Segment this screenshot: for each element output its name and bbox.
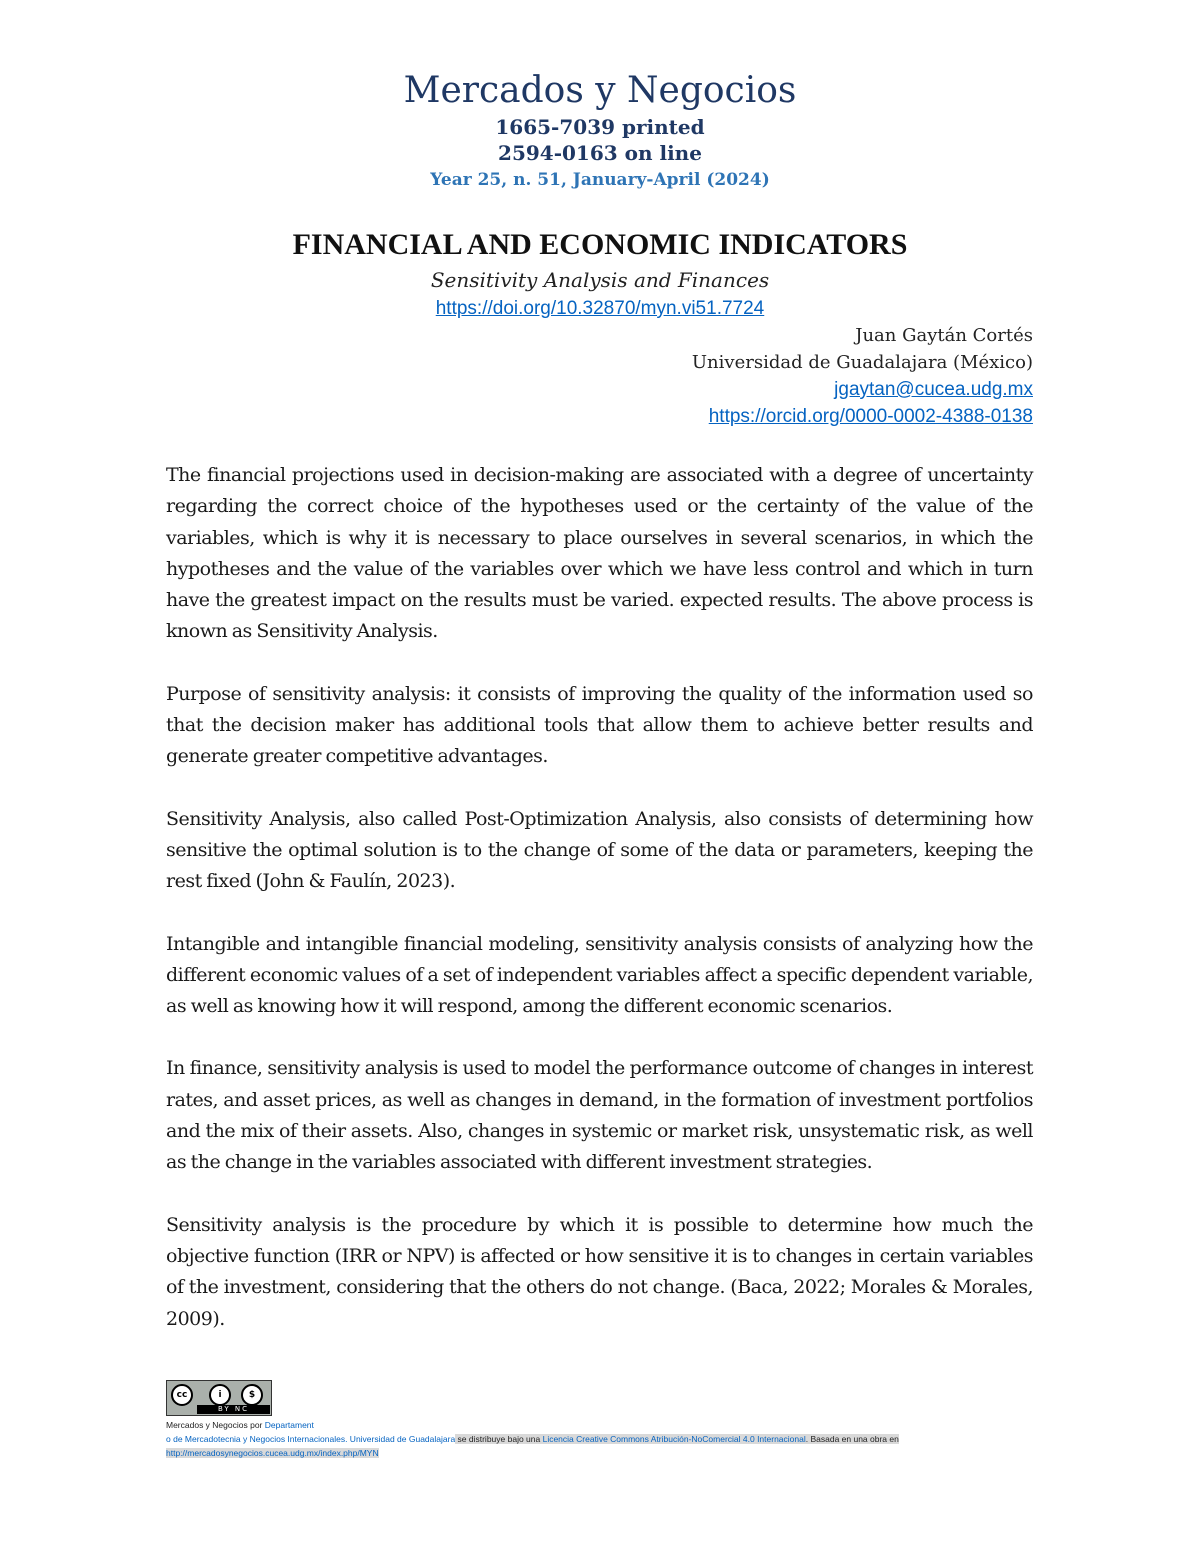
- license-notice: [166, 1418, 1026, 1460]
- cc-license-badge[interactable]: [166, 1380, 272, 1416]
- author-affiliation: Universidad de Guadalajara (México): [691, 352, 1033, 373]
- article-subtitle: Sensitivity Analysis and Finances: [430, 268, 770, 292]
- cc-icon: cc: [171, 1384, 193, 1406]
- badge-nc-label: NC: [234, 1405, 250, 1413]
- author-email-link[interactable]: jgaytan@cucea.udg.mx: [834, 379, 1033, 400]
- paragraph: The financial projections used in decision-making are associated with a degree of uncertainty regarding the correct choice of the hypotheses used or the certainty of the value of the variables, which is why it is necessary to place ourselves in several scenarios, in which the hypotheses and the value of the variables over which we have less control and which in turn have the greatest impact on the results must be varied. expected results. The above process is known as Sensitivity Analysis.: [166, 464, 1033, 643]
- paragraph: Sensitivity Analysis, also called Post-Optimization Analysis, also consists of determining how sensitive the optimal solution is to the change of some of the data or parameters, keeping the rest fixed (John & Faulín, 2023).: [166, 807, 1033, 893]
- license-source-link[interactable]: http://mercadosynegocios.cucea.udg.mx/index.php/MYN: [166, 1448, 379, 1458]
- issn-print: 1665-7039 printed: [495, 115, 705, 139]
- noncommercial-icon: $: [241, 1384, 263, 1406]
- article-title: FINANCIAL AND ECONOMIC INDICATORS: [292, 228, 908, 261]
- issue-line: Year 25, n. 51, January-April (2024): [430, 170, 770, 190]
- badge-by-label: BY: [217, 1405, 231, 1413]
- doi-line: [0, 298, 1200, 320]
- license-journal-name: Mercados y Negocios: [166, 1420, 248, 1430]
- license-strip: [197, 1405, 270, 1414]
- paragraph: Sensitivity analysis is the procedure by which it is possible to determine how much the objective function (IRR or NPV) is affected or how sensitive it is to changes in certain variables of the investment, considering that the others do not change. (Baca, 2022; Morales & Morales, 2009).: [166, 1213, 1033, 1330]
- author-orcid-line: [709, 406, 1033, 428]
- license-department-link[interactable]: Departament: [264, 1420, 314, 1430]
- license-based-text: . Basada en una obra en: [805, 1434, 899, 1444]
- attribution-icon: i: [209, 1384, 231, 1406]
- license-cc-link[interactable]: Licencia Creative Commons Atribución-NoComercial 4.0 Internacional: [542, 1434, 806, 1444]
- journal-title: Mercados y Negocios: [403, 70, 797, 111]
- license-by-word: por: [247, 1420, 265, 1430]
- license-distribution-text: se distribuye bajo una: [455, 1434, 543, 1444]
- issn-online: 2594-0163 on line: [498, 141, 702, 165]
- license-department-link-cont[interactable]: o de Mercadotecnia y Negocios Internacionales. Universidad de Guadalajara: [166, 1434, 456, 1444]
- article-body: [166, 460, 1033, 1366]
- paragraph: In finance, sensitivity analysis is used to model the performance outcome of changes in interest rates, and asset prices, as well as changes in demand, in the formation of investment portfolios and the mix of their assets. Also, changes in systemic or market risk, unsystematic risk, as well as the change in the variables associated with different investment strategies.: [166, 1057, 1033, 1174]
- author-name: Juan Gaytán Cortés: [855, 325, 1033, 346]
- doi-link[interactable]: https://doi.org/10.32870/myn.vi51.7724: [435, 298, 765, 319]
- author-email-line: [834, 379, 1033, 401]
- paragraph: Intangible and intangible financial modeling, sensitivity analysis consists of analyzing how the different economic values of a set of independent variables affect a specific dependent variable, as well as knowing how it will respond, among the different economic scenarios.: [166, 932, 1033, 1018]
- author-orcid-link[interactable]: https://orcid.org/0000-0002-4388-0138: [708, 406, 1033, 427]
- paragraph: Purpose of sensitivity analysis: it consists of improving the quality of the information used so that the decision maker has additional tools that allow them to achieve better results and generate greater competitive advantages.: [166, 682, 1033, 768]
